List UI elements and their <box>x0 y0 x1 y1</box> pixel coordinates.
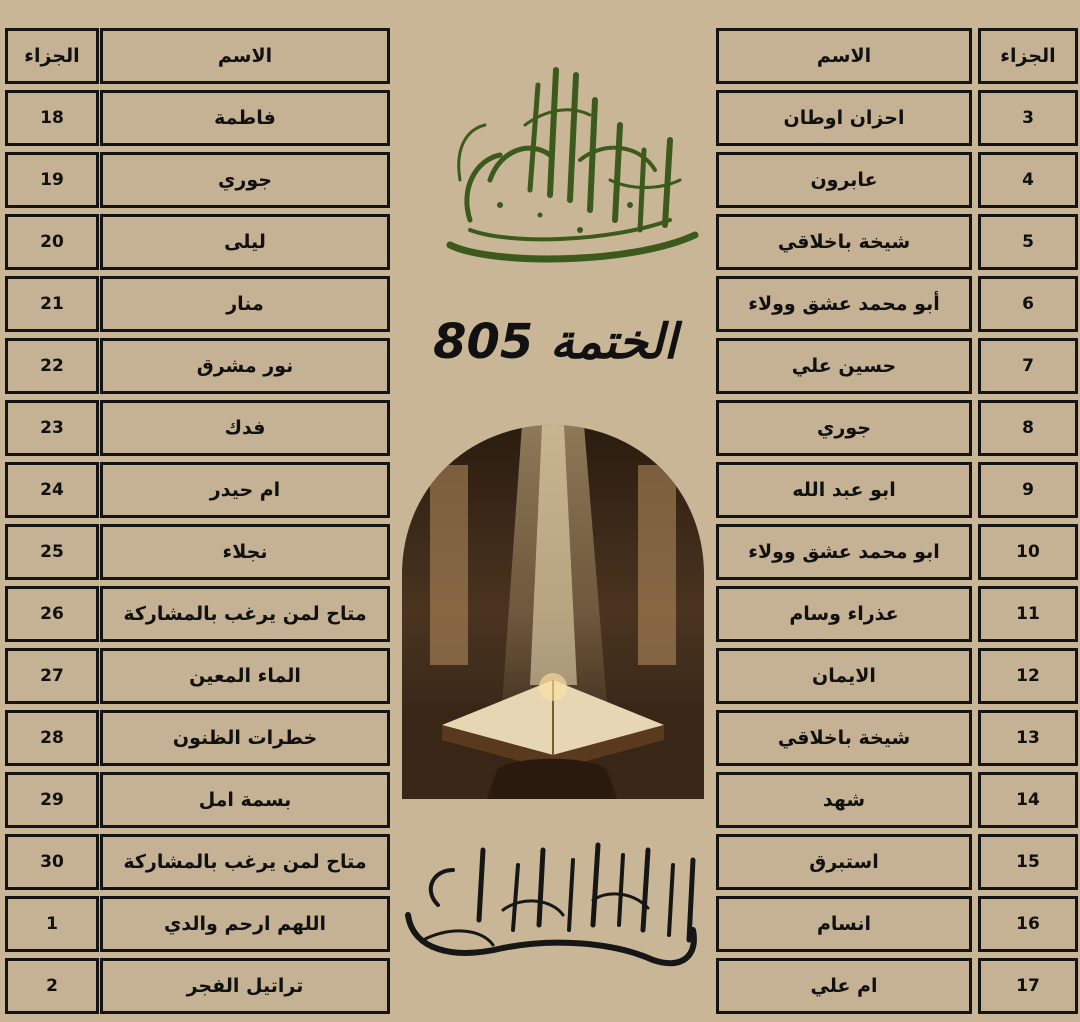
name-cell: الايمان <box>716 648 972 704</box>
part-number-cell: 24 <box>5 462 99 518</box>
part-number-cell: 9 <box>978 462 1078 518</box>
name-cell: جوري <box>100 152 390 208</box>
part-number-cell: 15 <box>978 834 1078 890</box>
part-number-cell: 23 <box>5 400 99 456</box>
name-cell: فاطمة <box>100 90 390 146</box>
part-number-cell: 12 <box>978 648 1078 704</box>
part-number-cell: 1 <box>5 896 99 952</box>
name-cell: شيخة باخلاقي <box>716 214 972 270</box>
name-cell: منار <box>100 276 390 332</box>
name-cell: نور مشرق <box>100 338 390 394</box>
name-cell: نجلاء <box>100 524 390 580</box>
name-cell: فدك <box>100 400 390 456</box>
part-number-cell: 4 <box>978 152 1078 208</box>
name-cell: ام حيدر <box>100 462 390 518</box>
part-number-cell: 14 <box>978 772 1078 828</box>
part-number-cell: 13 <box>978 710 1078 766</box>
name-cell: عابرون <box>716 152 972 208</box>
part-number-cell: 18 <box>5 90 99 146</box>
part-number-cell: 21 <box>5 276 99 332</box>
part-number-cell: 5 <box>978 214 1078 270</box>
part-number-cell: 19 <box>5 152 99 208</box>
header-name-cell: الاسم <box>100 28 390 84</box>
khatma-title: الختمة 805 <box>433 314 677 370</box>
name-cell: خطرات الظنون <box>100 710 390 766</box>
name-cell: عذراء وسام <box>716 586 972 642</box>
name-cell: أبو محمد عشق وولاء <box>716 276 972 332</box>
header-name-cell: الاسم <box>716 28 972 84</box>
part-number-cell: 20 <box>5 214 99 270</box>
name-cell: استبرق <box>716 834 972 890</box>
name-cell: متاح لمن يرغب بالمشاركة <box>100 586 390 642</box>
quran-illustration <box>402 425 704 799</box>
header-part-cell: الجزاء <box>5 28 99 84</box>
name-cell: انسام <box>716 896 972 952</box>
part-number-cell: 3 <box>978 90 1078 146</box>
part-number-cell: 27 <box>5 648 99 704</box>
name-cell: ابو عبد الله <box>716 462 972 518</box>
name-cell: جوري <box>716 400 972 456</box>
name-cell: احزان اوطان <box>716 90 972 146</box>
name-cell: اللهم ارحم والدي <box>100 896 390 952</box>
name-cell: تراتيل الفجر <box>100 958 390 1014</box>
name-cell: ام علي <box>716 958 972 1014</box>
header-part-cell: الجزاء <box>978 28 1078 84</box>
name-cell: بسمة امل <box>100 772 390 828</box>
part-number-cell: 6 <box>978 276 1078 332</box>
part-number-cell: 7 <box>978 338 1078 394</box>
part-number-cell: 25 <box>5 524 99 580</box>
name-cell: حسين علي <box>716 338 972 394</box>
part-number-cell: 22 <box>5 338 99 394</box>
basmala-calligraphy <box>430 30 710 280</box>
name-cell: ابو محمد عشق وولاء <box>716 524 972 580</box>
name-cell: الماء المعين <box>100 648 390 704</box>
name-cell: شيخة باخلاقي <box>716 710 972 766</box>
part-number-cell: 28 <box>5 710 99 766</box>
part-number-cell: 10 <box>978 524 1078 580</box>
part-number-cell: 26 <box>5 586 99 642</box>
name-cell: شهد <box>716 772 972 828</box>
verse-calligraphy <box>393 820 713 980</box>
name-cell: متاح لمن يرغب بالمشاركة <box>100 834 390 890</box>
part-number-cell: 11 <box>978 586 1078 642</box>
part-number-cell: 8 <box>978 400 1078 456</box>
part-number-cell: 29 <box>5 772 99 828</box>
part-number-cell: 17 <box>978 958 1078 1014</box>
part-number-cell: 30 <box>5 834 99 890</box>
part-number-cell: 2 <box>5 958 99 1014</box>
part-number-cell: 16 <box>978 896 1078 952</box>
name-cell: ليلى <box>100 214 390 270</box>
